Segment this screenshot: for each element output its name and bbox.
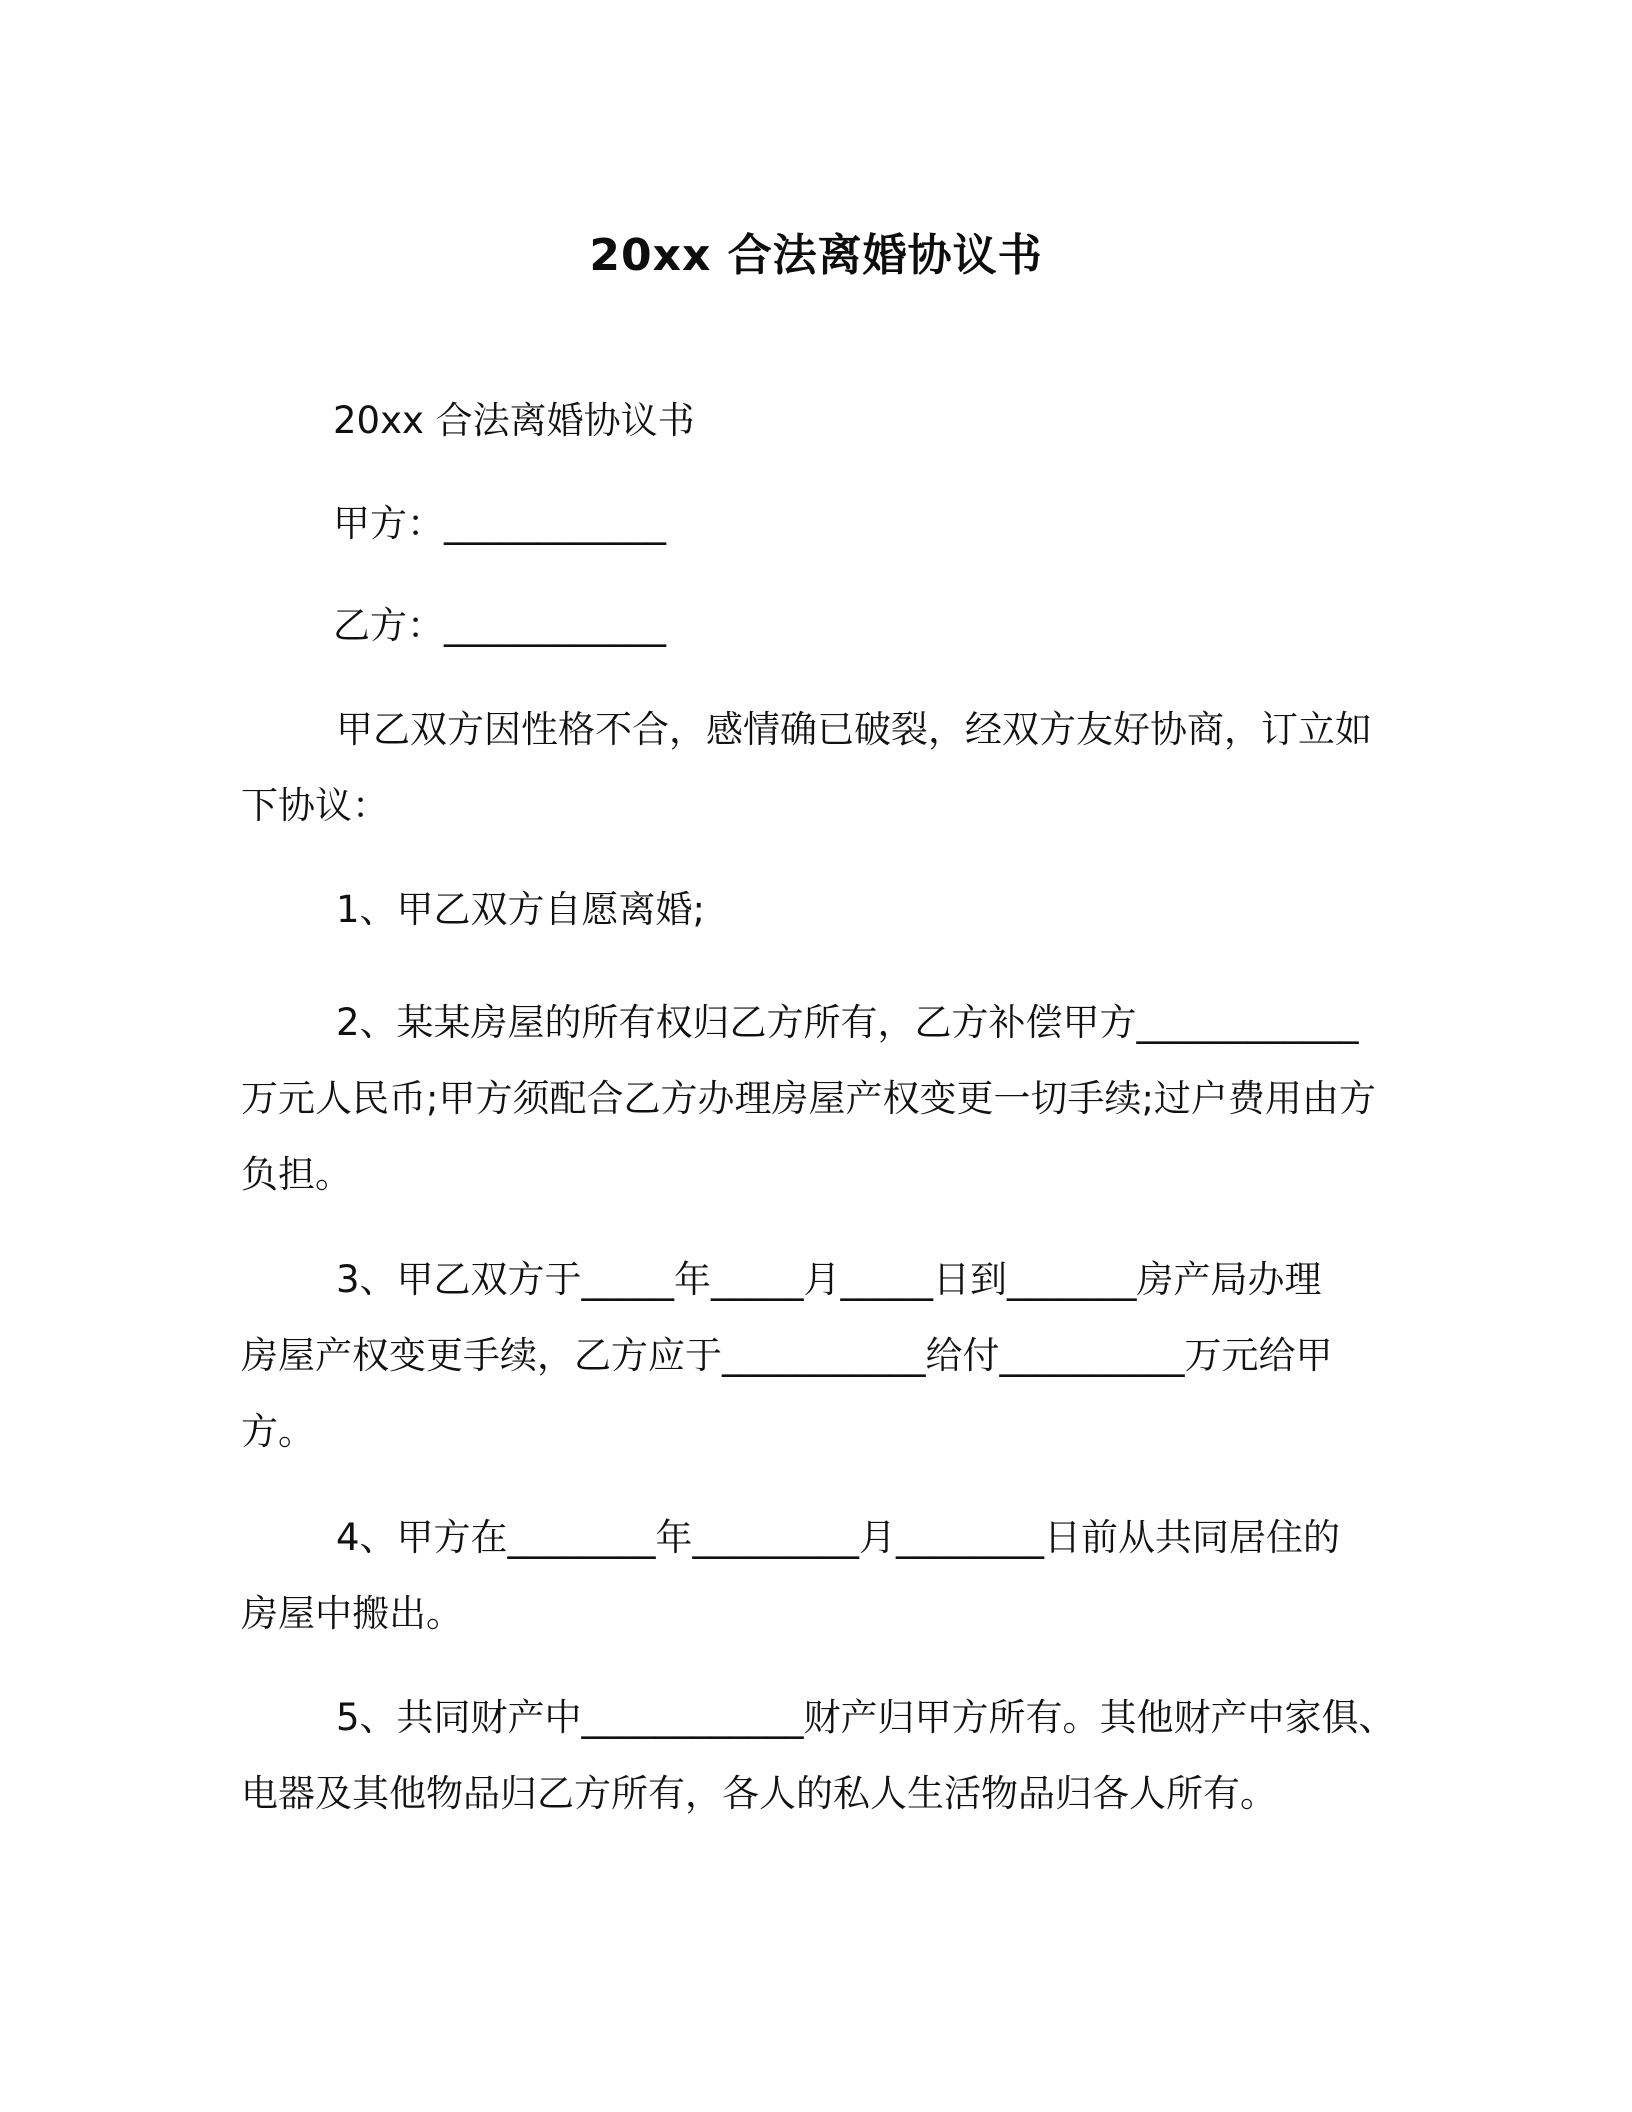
document-title: 20xx 合法离婚协议书: [589, 230, 1043, 281]
clause-2-line-1: 2、某某房屋的所有权归乙方所有，乙方补偿甲方____________: [336, 1001, 1359, 1044]
clause-1-paragraph: [241, 872, 1391, 948]
clause-3-line-1: 3、甲乙双方于_____年_____月_____日到_______房产局办理: [336, 1258, 1322, 1301]
intro-paragraph: [241, 692, 1391, 844]
intro-line-2: 下协议：: [241, 784, 389, 827]
clause-5-paragraph: [241, 1680, 1396, 1832]
clause-4-line-1: 4、甲方在________年_________月________日前从共同居住的: [336, 1516, 1341, 1559]
clause-1-line-1: 1、甲乙双方自愿离婚;: [336, 888, 706, 931]
clause-2-line-2: 万元人民币;甲方须配合乙方办理房屋产权变更一切手续;过户费用由方: [241, 1077, 1376, 1120]
intro-line-1: 甲乙双方因性格不合，感情确已破裂，经双方友好协商，订立如: [336, 708, 1372, 751]
clause-3-paragraph: [241, 1242, 1391, 1470]
clause-2-paragraph: [241, 985, 1391, 1213]
clause-4-line-2: 房屋中搬出。: [241, 1592, 463, 1635]
clause-3-line-3: 方。: [241, 1410, 315, 1453]
clause-4-paragraph: [241, 1500, 1391, 1652]
clause-5-line-2: 电器及其他物品归乙方所有，各人的私人生活物品归各人所有。: [241, 1772, 1277, 1815]
clause-3-line-2: 房屋产权变更手续，乙方应于___________给付__________万元给甲: [241, 1334, 1333, 1377]
clause-2-line-3: 负担。: [241, 1153, 352, 1196]
clause-5-line-1: 5、共同财产中____________财产归甲方所有。其他财产中家俱、: [336, 1696, 1396, 1739]
party-a-line: 甲方：____________: [333, 502, 666, 545]
party-b-line: 乙方：____________: [333, 604, 666, 647]
document-subtitle: 20xx 合法离婚协议书: [333, 399, 695, 442]
